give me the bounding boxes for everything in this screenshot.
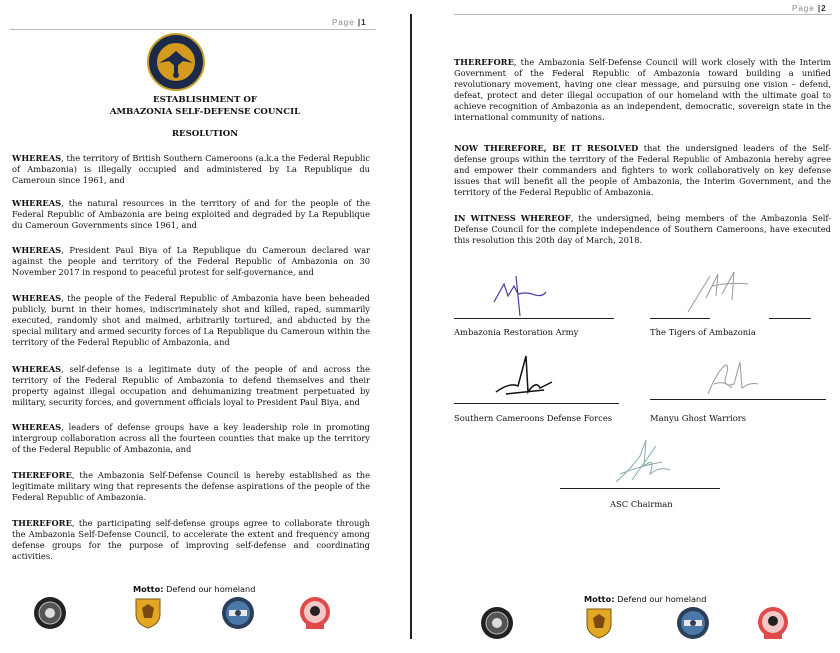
signature-line [650,318,710,319]
signatory-label: Southern Cameroons Defense Forces [454,413,613,423]
paragraph-5: WHEREAS, self-defense is a legitimate duty of the people of and across the territory of the Federal Republic of Ambazonia to defend themselves and their property against illegal occupation and dehumanizing treatment perpetuated by military, security forces, and government officials loyal to President Paul Biya, and [12,364,370,407]
signatory-label: The Tigers of Ambazonia [650,327,756,337]
header-rule [454,14,832,15]
signature-line [454,318,614,319]
paragraph-2: WHEREAS, the natural resources in the territory of and for the people of the Federal Republic of Ambazonia are being exploited and degraded by La Republique du Cameroun Governments since 1961, and [12,198,370,230]
document-page-2 [414,0,840,653]
paragraph-6: WHEREAS, leaders of defense groups have a key leadership role in promoting intergroup collaboration across all the fourteen counties that make up the territory of the Federal Republic of Ambazonia, and [12,422,370,454]
page-number-2: Page |2 [792,4,827,13]
document-title: ESTABLISHMENT OF AMBAZONIA SELF-DEFENSE COUNCIL [109,95,301,117]
arc-badge-icon [480,606,514,640]
signature-ghost-icon [700,354,764,400]
signature-chairman-icon [610,436,676,488]
document-page-1 [0,0,410,653]
scdf-badge-icon [676,606,710,640]
header-rule [10,29,376,30]
paragraph-3: WHEREAS, President Paul Biya of La Republique du Cameroun declared war against the people and territory of the Federal Republic of Ambazonia on 30 November 2017 in respond to peaceful protest for self-governance, and [12,245,370,277]
signature-line [454,403,619,404]
page-number-1: Page |1 [332,18,367,27]
ghost-warriors-badge-icon [756,606,790,640]
signature-line [560,488,720,489]
motto: Motto: Defend our homeland [133,584,256,594]
paragraph-7: THEREFORE, the Ambazonia Self-Defense Council is hereby established as the legitimate military wing that represents the defense aspirations of the people of the Federal Republic of Ambazonia. [12,470,370,502]
asc-emblem-icon [147,33,205,91]
signature-line [650,399,826,400]
paragraph-11: IN WITNESS WHEREOF, the undersigned, being members of the Ambazonia Self-Defense Council for the complete independence of Southern Cameroons, have executed this resolution this 20th day of March, 2018. [454,213,831,245]
signature-scdf-icon [492,352,558,400]
signature-line [769,318,811,319]
document-subtitle: RESOLUTION [171,129,239,139]
arc-badge-icon [33,596,67,630]
paragraph-10: NOW THEREFORE, BE IT RESOLVED that the undersigned leaders of the Self-defense groups within the territory of the Federal Republic of Ambazonia hereby agree and empower their commanders and fighters to work collaboratively on key defense issues that will benefit all the people of Ambazonia, the Interim Government, and the territory of the Federal Republic of Ambazonia. [454,143,831,197]
signature-tigers-icon [682,268,754,318]
paragraph-9: THEREFORE, the Ambazonia Self-Defense Council will work closely with the Interim Government of the Federal Republic of Ambazonia toward building a unified revolutionary movement, having one clear message, and pursuing one vision – defend, defeat, protect and deter illegal occupation of our homeland with the ultimate goal to achieve recognition of Ambazonia as an independent, democratic, sovereign state in the international community of nations. [454,57,831,122]
page-divider [410,14,412,639]
scdf-badge-icon [221,596,255,630]
signature-arc-icon [486,272,556,318]
signatory-label: Manyu Ghost Warriors [650,413,747,423]
signatory-label: Ambazonia Restoration Army [454,327,579,337]
paragraph-1: WHEREAS, the territory of British Southern Cameroons (a.k.a the Federal Republic of Ambazonia) is illegally occupied and administered by La Republique du Cameroun since 1961, and [12,153,370,185]
paragraph-4: WHEREAS, the people of the Federal Republic of Ambazonia have been beheaded publicly, burnt in their homes, indiscriminately shot and killed, raped, summarily executed, randomly shot and maimed, arbitrarily tortured, and abducted by the special military and armed security forces of La Republique du Cameroun within the territory of the Federal Republic of Ambazonia, and [12,293,370,347]
tiger-shield-badge-icon [131,596,165,630]
paragraph-8: THEREFORE, the participating self-defense groups agree to collaborate through the Ambazonia Self-Defense Council, to accelerate the extent and frequency among defense groups for the purpose of improving self-defense and coordinating activities. [12,518,370,561]
signatory-label: ASC Chairman [610,499,673,509]
tiger-shield-badge-icon [582,606,616,640]
ghost-warriors-badge-icon [298,596,332,630]
motto: Motto: Defend our homeland [584,594,707,604]
